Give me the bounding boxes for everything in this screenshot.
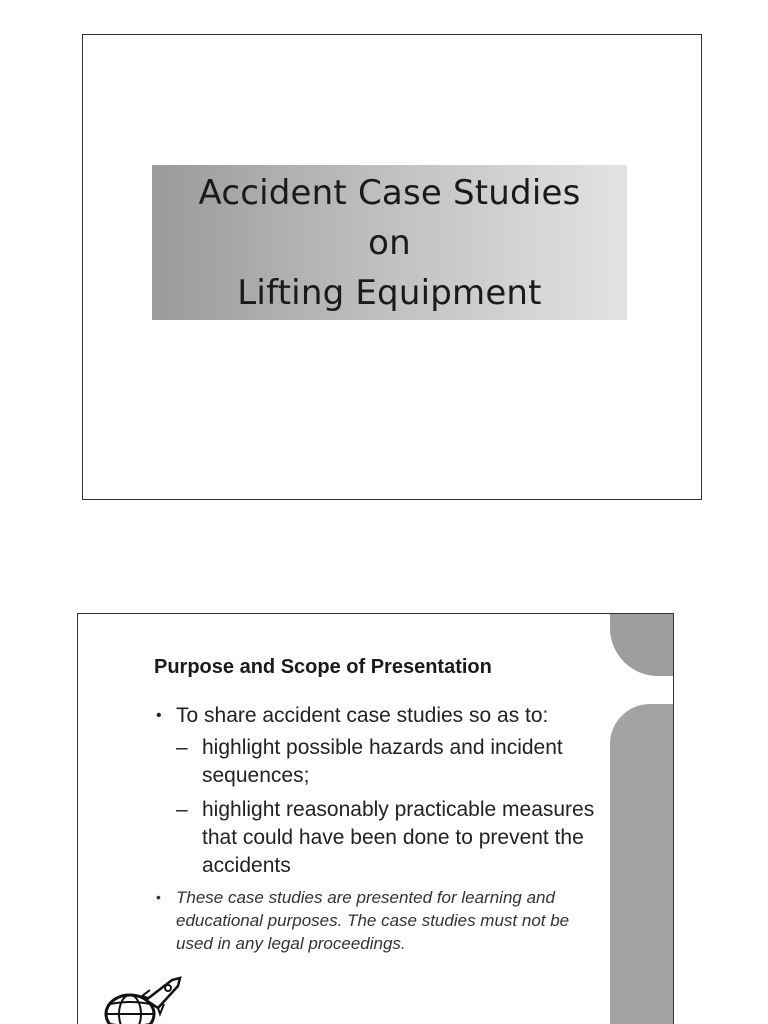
decorative-corner-shape bbox=[610, 613, 674, 676]
title-line-1: Accident Case Studies bbox=[198, 172, 581, 213]
title-line-3: Lifting Equipment bbox=[237, 272, 542, 313]
disclaimer-note: • These case studies are presented for learning and educational purposes. The case studies must not be used in any legal proceedings. bbox=[152, 886, 602, 955]
purpose-slide bbox=[77, 613, 674, 1024]
globe-rocket-logo-icon bbox=[102, 974, 192, 1024]
title-line-2: on bbox=[368, 222, 411, 263]
title-slide bbox=[82, 34, 702, 500]
decorative-side-bar bbox=[610, 704, 674, 1024]
sub-bullet-item: – highlight possible hazards and incident sequences; bbox=[176, 734, 602, 790]
bullet-item bbox=[152, 702, 602, 880]
title-banner bbox=[152, 165, 627, 320]
bullet-list bbox=[152, 702, 602, 955]
slide-heading: Purpose and Scope of Presentation bbox=[154, 656, 492, 678]
sub-bullet-list bbox=[176, 734, 602, 880]
sub-bullet-item: – highlight reasonably practicable measures that could have been done to prevent the accidents bbox=[176, 796, 602, 880]
bullet-text: To share accident case studies so as to: bbox=[176, 704, 549, 727]
